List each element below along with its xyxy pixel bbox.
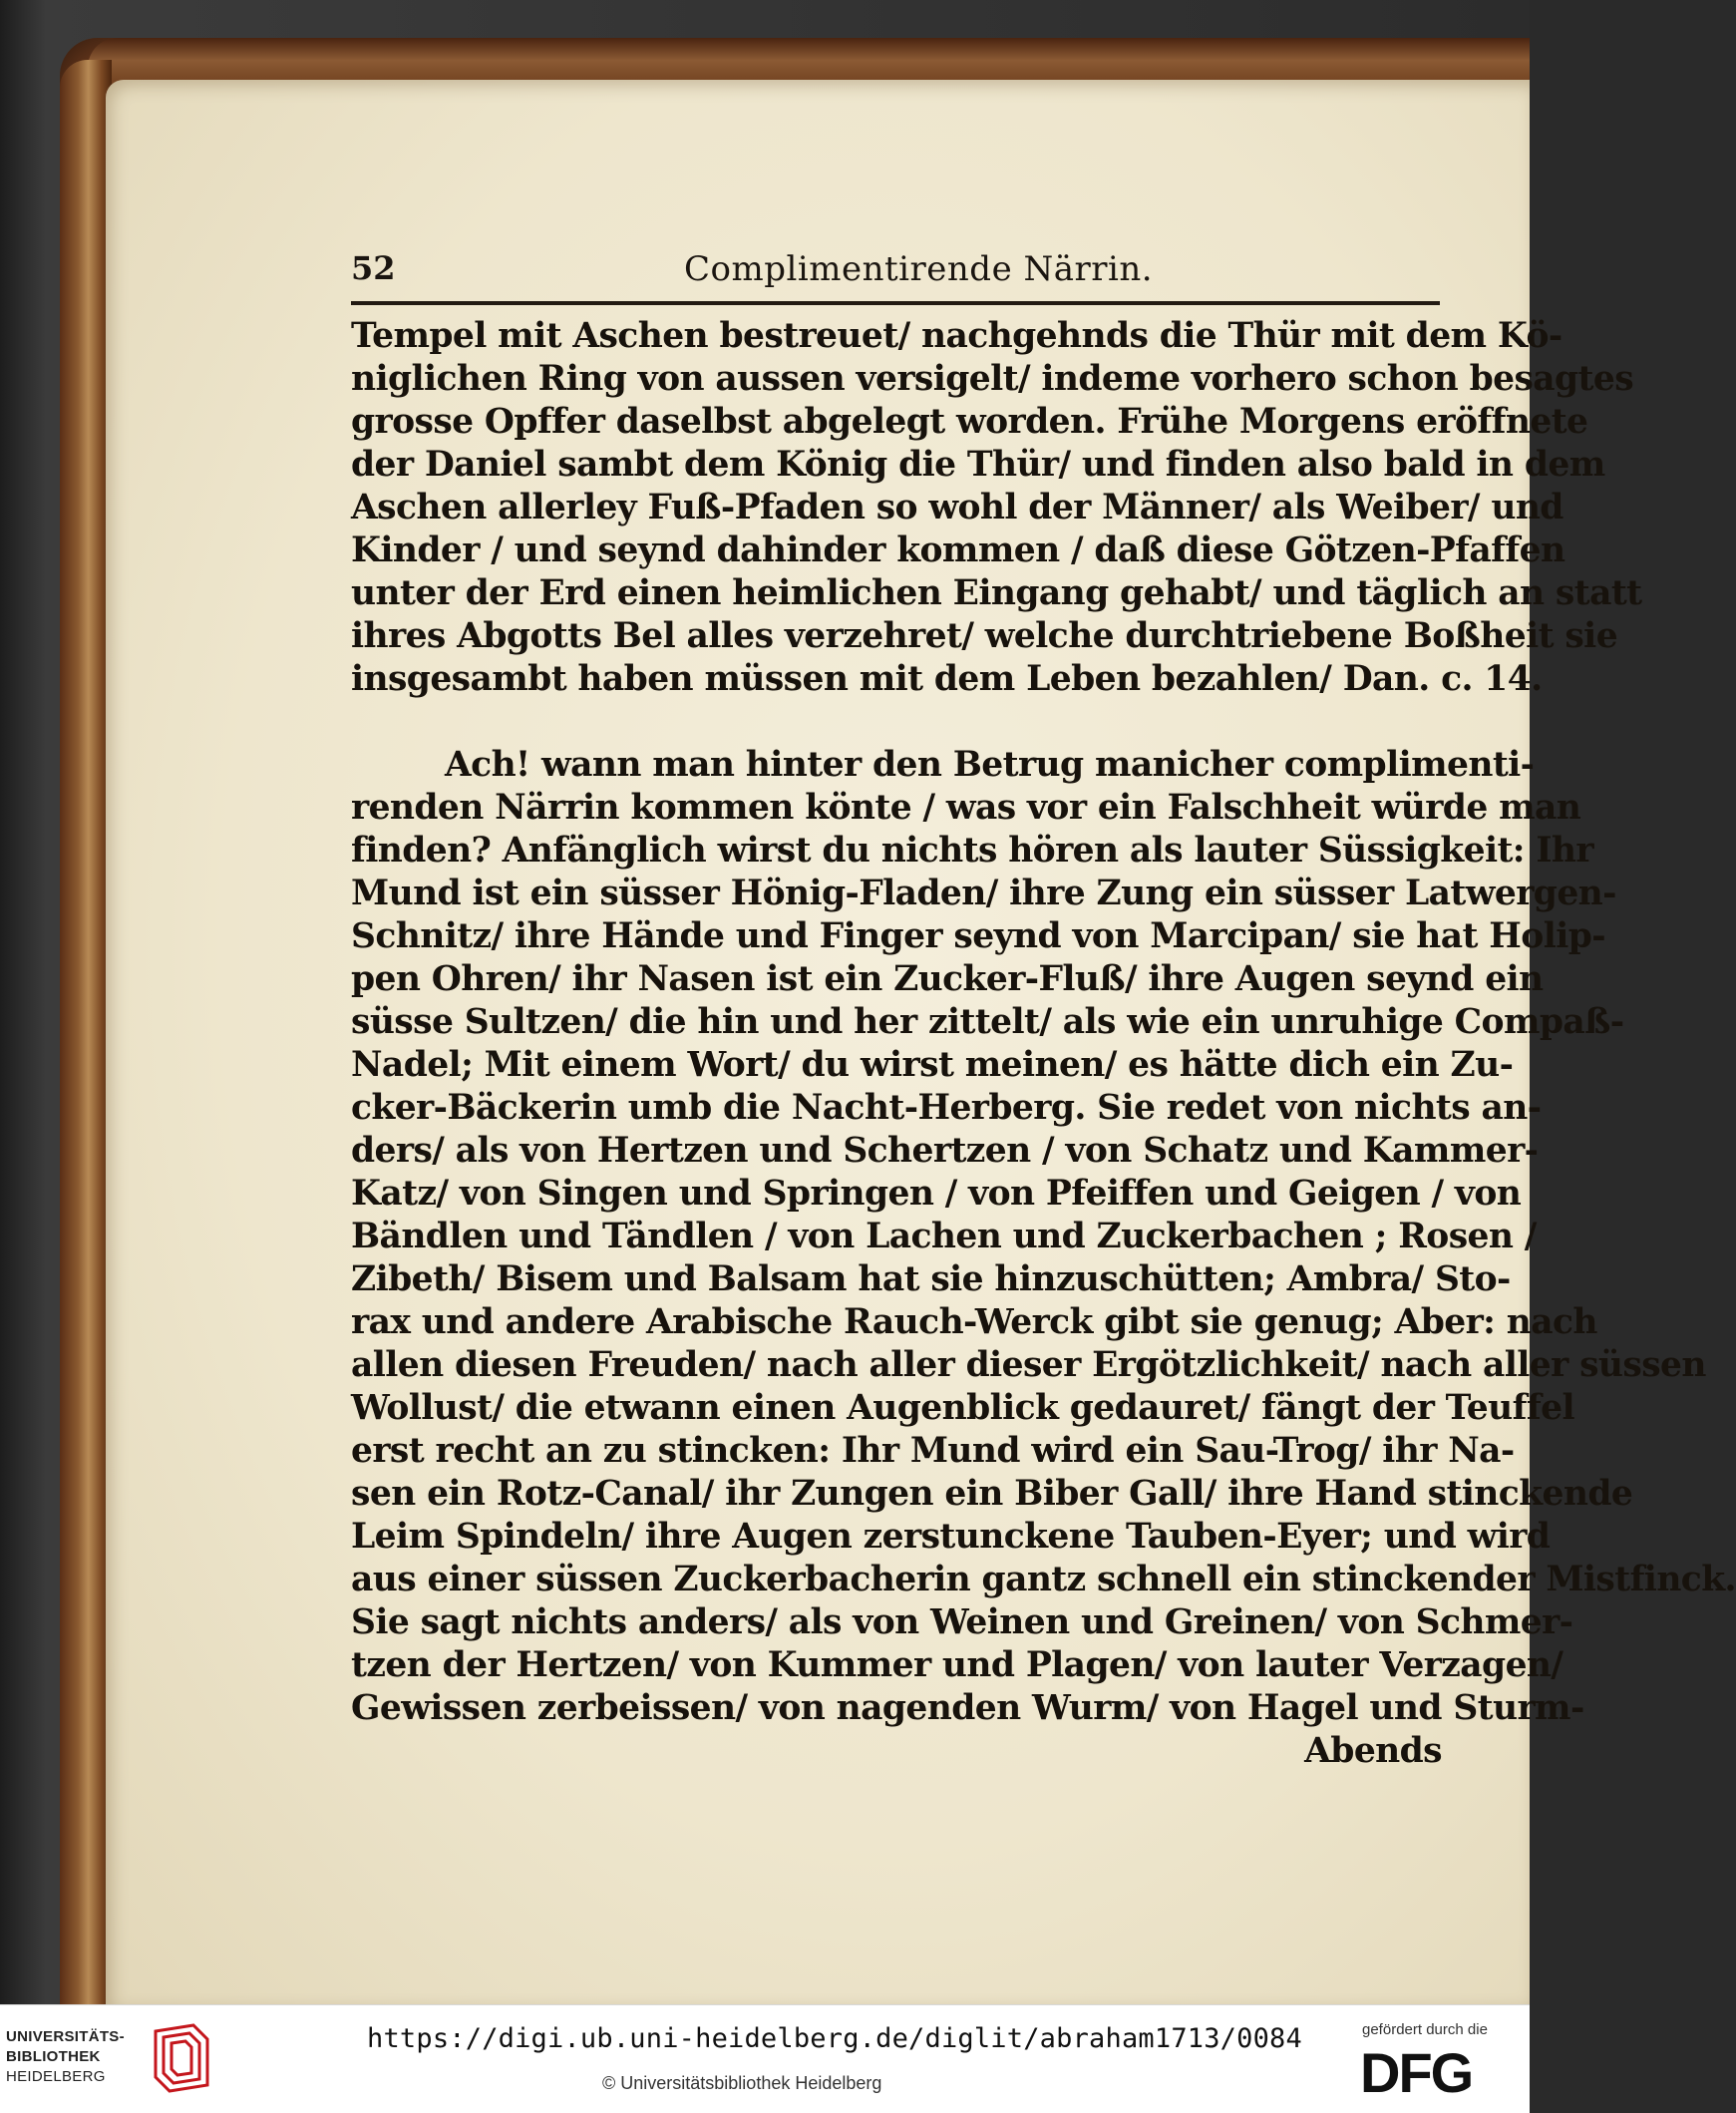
page-number: 52 xyxy=(351,249,396,287)
text-line: der Daniel sambt dem König die Thür/ und finden also bald in dem xyxy=(351,445,1605,485)
text-line: süsse Sultzen/ die hin und her zittelt/ als wie ein unruhige Compaß- xyxy=(351,1002,1624,1042)
funder-label: gefördert durch die xyxy=(1362,2021,1488,2038)
text-line: Bändlen und Tändlen / von Lachen und Zuckerbachen ; Rosen / xyxy=(351,1217,1537,1256)
text-line: ders/ als von Hertzen und Schertzen / von Schatz und Kammer- xyxy=(351,1131,1539,1171)
text-line: Aschen allerley Fuß-Pfaden so wohl der Männer/ als Weiber/ und xyxy=(351,488,1563,528)
paragraph-gap xyxy=(351,701,1448,744)
text-line: unter der Erd einen heimlichen Eingang gehabt/ und täglich an statt xyxy=(351,573,1642,613)
text-line: Katz/ von Singen und Springen / von Pfeiffen und Geigen / von xyxy=(351,1174,1522,1214)
text-line: Kinder / und seynd dahinder kommen / daß diese Götzen-Pfaffen xyxy=(351,530,1565,570)
copyright-notice: © Universitätsbibliothek Heidelberg xyxy=(602,2073,882,2093)
text-line: finden? Anfänglich wirst du nichts hören als lauter Süssigkeit: Ihr xyxy=(351,831,1593,871)
text-line: ihres Abgotts Bel alles verzehret/ welche durchtriebene Boßheit sie xyxy=(351,616,1618,656)
text-line: Leim Spindeln/ ihre Augen zerstunckene Tauben-Eyer; und wird xyxy=(351,1517,1551,1557)
source-url-link[interactable]: https://digi.ub.uni-heidelberg.de/diglit/abraham1713/0084 xyxy=(367,2023,1302,2054)
text-line: Sie sagt nichts anders/ als von Weinen und Greinen/ von Schmer- xyxy=(351,1602,1573,1642)
text-line: insgesambt haben müssen mit dem Leben bezahlen/ Dan. c. 14. xyxy=(351,659,1543,699)
library-city-line: HEIDELBERG xyxy=(6,2068,106,2085)
text-line: Schnitz/ ihre Hände und Finger seynd von Marcipan/ sie hat Holip- xyxy=(351,916,1605,956)
text-line: rax und andere Arabische Rauch-Werck gibt sie genug; Aber: nach xyxy=(351,1302,1597,1342)
page-header xyxy=(351,249,1438,299)
dfg-logo[interactable]: DFG xyxy=(1360,2041,1473,2104)
text-line: sen ein Rotz-Canal/ ihr Zungen ein Biber Gall/ ihre Hand stinckende xyxy=(351,1474,1633,1514)
text-line: cker-Bäckerin umb die Nacht-Herberg. Sie redet von nichts an- xyxy=(351,1088,1542,1128)
text-line: Zibeth/ Bisem und Balsam hat sie hinzuschütten; Ambra/ Sto- xyxy=(351,1259,1511,1299)
text-line: aus einer süssen Zuckerbacherin gantz schnell ein stinckender Mistfinck. xyxy=(351,1560,1736,1599)
header-rule xyxy=(351,301,1440,305)
running-head: Complimentirende Närrin. xyxy=(684,249,1154,289)
text-line: niglichen Ring von aussen versigelt/ indeme vorhero schon besagtes xyxy=(351,359,1634,399)
text-line: Wollust/ die etwann einen Augenblick gedauret/ fängt der Teuffel xyxy=(351,1388,1574,1428)
text-line: Tempel mit Aschen bestreuet/ nachgehnds die Thür mit dem Kö- xyxy=(351,316,1562,356)
body-text xyxy=(351,315,1736,1785)
viewer-footer xyxy=(0,2004,1530,2113)
book-spine xyxy=(60,60,112,2004)
library-logo-text[interactable] xyxy=(6,2027,146,2087)
text-line: tzen der Hertzen/ von Kummer und Plagen/ von lauter Verzagen/ xyxy=(351,1645,1563,1685)
text-line: Ach! wann man hinter den Betrug manicher complimenti- xyxy=(445,745,1535,785)
library-logo-icon[interactable] xyxy=(150,2021,211,2093)
text-line: pen Ohren/ ihr Nasen ist ein Zucker-Fluß/ ihre Augen seynd ein xyxy=(351,959,1544,999)
library-name-line: UNIVERSITÄTS- xyxy=(6,2028,125,2045)
text-line: grosse Opffer daselbst abgelegt worden. Frühe Morgens eröffnete xyxy=(351,402,1588,442)
text-line: Nadel; Mit einem Wort/ du wirst meinen/ es hätte dich ein Zu- xyxy=(351,1045,1514,1085)
text-line: Gewissen zerbeissen/ von nagenden Wurm/ von Hagel und Sturm- xyxy=(351,1688,1584,1728)
text-line: allen diesen Freuden/ nach aller dieser Ergötzlichkeit/ nach aller süssen xyxy=(351,1345,1706,1385)
text-line: Mund ist ein süsser Hönig-Fladen/ ihre Zung ein süsser Latwergen- xyxy=(351,874,1616,913)
text-line: renden Närrin kommen könte / was vor ein Falschheit würde man xyxy=(351,788,1581,828)
catchword: Abends xyxy=(1304,1731,1442,1771)
text-line: erst recht an zu stincken: Ihr Mund wird ein Sau-Trog/ ihr Na- xyxy=(351,1431,1515,1471)
library-name-line: BIBLIOTHEK xyxy=(6,2048,101,2065)
